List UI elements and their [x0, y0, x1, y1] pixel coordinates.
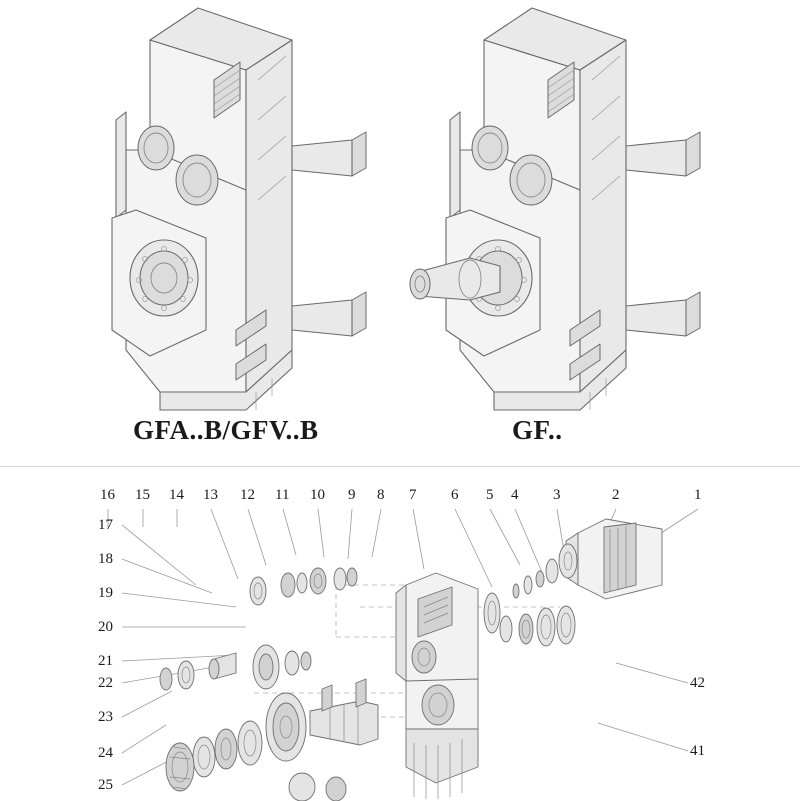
callout-2: 2: [612, 487, 620, 503]
callout-6: 6: [451, 487, 459, 503]
exploded-bearings-right: [484, 593, 575, 646]
left-view-caption: GFA..B/GFV..B: [133, 415, 319, 445]
callout-12: 12: [240, 487, 255, 503]
callout-16: 16: [100, 487, 115, 503]
exploded-housing: [396, 573, 478, 799]
callout-22: 22: [98, 675, 113, 691]
exploded-shaft-parts-left: [160, 568, 378, 801]
callout-5: 5: [486, 487, 494, 503]
callout-25: 25: [98, 777, 113, 793]
callout-21: 21: [98, 653, 113, 669]
callout-24: 24: [98, 745, 113, 761]
callout-3: 3: [553, 487, 561, 503]
callout-10: 10: [310, 487, 325, 503]
callout-18: 18: [98, 551, 113, 567]
callout-1: 1: [694, 487, 702, 503]
right-view-caption: GF..: [512, 415, 563, 445]
exploded-view-section: [0, 466, 800, 801]
callout-14: 14: [169, 487, 184, 503]
callout-20: 20: [98, 619, 113, 635]
callout-7: 7: [409, 487, 417, 503]
callout-15: 15: [135, 487, 150, 503]
callout-8: 8: [377, 487, 385, 503]
callout-4: 4: [511, 487, 519, 503]
callout-42: 42: [690, 675, 705, 691]
callout-17: 17: [98, 517, 113, 533]
callout-9: 9: [348, 487, 356, 503]
right-gearbox-drawing: [410, 8, 700, 410]
right-leader-lines: [598, 663, 688, 751]
left-gearbox-drawing: [112, 8, 366, 410]
callout-11: 11: [275, 487, 290, 503]
exploded-assembly-svg: [0, 467, 800, 801]
callout-19: 19: [98, 585, 113, 601]
callout-41: 41: [690, 743, 705, 759]
callout-23: 23: [98, 709, 113, 725]
exploded-motor-parts: [513, 519, 662, 599]
callout-13: 13: [203, 487, 218, 503]
